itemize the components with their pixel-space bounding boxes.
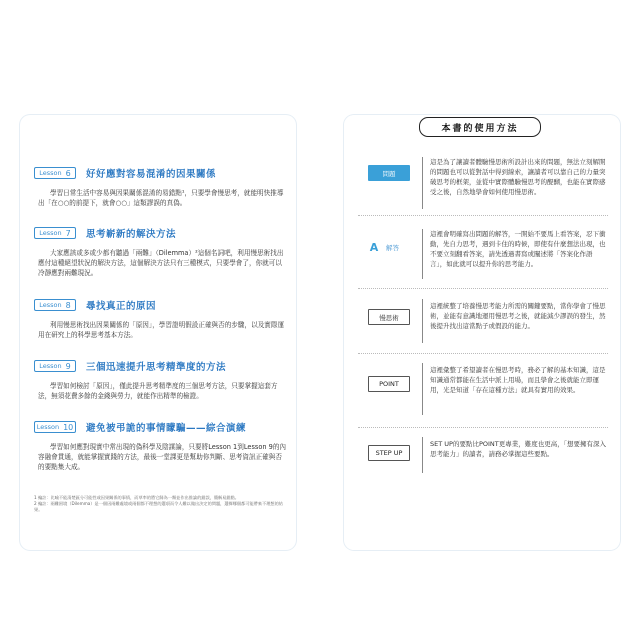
- lesson-title: 好好應對容易混淆的因果關係: [86, 169, 217, 180]
- divider-line: [422, 157, 423, 209]
- divider-line: [422, 229, 423, 279]
- lesson-tag: Lesson 10: [34, 421, 76, 433]
- label-point: POINT: [368, 376, 410, 392]
- row-text: 這是為了讓讀者體驗慢思術所設計出來的問題，無法立刻解開的問題也可以從對話中得到線索，讓讀者可以靠自己的力量突破思考的框架，並從中實際體驗慢思考的醍醐，也能在實際感受之後，自然地學會如何使用慢思術。: [430, 158, 606, 196]
- label-slow-thinking: 慢思術: [368, 309, 410, 325]
- lesson-tag: Lesson 6: [34, 167, 76, 179]
- usage-row-answer: [358, 225, 608, 285]
- lesson-tag: Lesson 8: [34, 299, 76, 311]
- right-page: [344, 115, 620, 550]
- left-page: [20, 115, 296, 550]
- label-answer: A 解答: [369, 240, 399, 254]
- page-title: 本書的使用方法: [419, 117, 541, 137]
- lesson-10: [34, 419, 286, 472]
- lesson-8: [34, 297, 286, 340]
- usage-row-point: [358, 361, 608, 421]
- footnote: 2 編註：兩難困境（Dilemma）是一個因兩難處境或兩個都不理想的選項而令人難以做出決定的問題，選擇哪個都可能帶來不理想的結果。: [34, 501, 283, 512]
- footnote: 1 編註：比喻不能清楚區分可能性或因果關係的事情，而草率的將它歸為一類並作出推論的錯誤，簡稱易錯點。: [34, 495, 239, 500]
- lesson-title: 尋找真正的原因: [86, 301, 157, 312]
- divider-line: [422, 299, 423, 343]
- divider-line: [422, 437, 423, 473]
- lesson-title: 三個迅速提升思考精準度的方法: [86, 362, 227, 373]
- label-step-up: STEP UP: [368, 445, 410, 461]
- usage-row-step-up: [358, 435, 608, 475]
- row-separator: [358, 288, 608, 289]
- row-separator: [358, 427, 608, 428]
- lesson-7: [34, 225, 286, 278]
- lesson-body: 大家應該或多或少都有聽過「兩難」（Dilemma）²這個名詞吧，利用慢思術找出應付這種絕望狀況的解決方法，這個解決方法只有三種模式，只要學會了，你就可以冷靜應對兩難現況。: [38, 249, 284, 277]
- row-text: 這裡彙整了希望讀者在慢思考時，務必了解的基本知識，這是知識通常都能在生活中派上用場，而且學會之後就能立即運用，光是知道「存在這種方法」就具有實用的效果。: [430, 366, 606, 394]
- lesson-6: [34, 165, 286, 208]
- row-text: SET UP的要點比POINT更專業，難度也更高，「想要擁有深入思考能力」的讀者，請務必掌握這些要點。: [430, 440, 606, 458]
- lesson-body: 學習如何檢討「原因」，僅此提升思考精準度的三個思考方法，只要掌握這套方法，無須花費多餘的金錢與勞力，就能作出精準的檢證。: [38, 382, 278, 400]
- lesson-body: 利用慢思術找出因果關係的「原因」，學習證明假設正確與否的步驟，以及實際運用在研究上的科學思考基本方法。: [38, 321, 285, 339]
- label-question: 問題: [368, 165, 410, 181]
- lesson-title: 思考嶄新的解決方法: [86, 229, 177, 240]
- usage-row-slow-thinking: [358, 297, 608, 349]
- row-separator: [358, 353, 608, 354]
- footnotes: [34, 495, 286, 513]
- row-text: 這裡統整了培養慢思考能力所需的關鍵要點，當你學會了慢思術，並能有意識地運用慢思考之後，就能減少謬誤的發生，然後提升找出這當點子或假設的能力。: [430, 302, 606, 330]
- lesson-body: 學習日常生活中容易與因果關係混淆的易錯點¹，只要學會慢思考，就能明快推導出「在○○的前提下，就會○○」這類謬誤的真偽。: [38, 189, 284, 207]
- lesson-tag: Lesson 9: [34, 360, 76, 372]
- divider-line: [422, 363, 423, 415]
- lesson-title: 避免被弔詭的事情矇騙——綜合演練: [86, 423, 247, 434]
- row-separator: [358, 215, 608, 216]
- usage-row-question: [358, 155, 608, 213]
- row-text: 這裡會明確寫出問題的解答，一開始不要馬上看答案，忍下衝動，先自力思考，遇到卡住的時候，即使有什麼想法出現，也不要立刻翻看答案，請先透過書寫或闡述將「答案化作語言」，如此就可以提升你的思考能力。: [430, 230, 606, 268]
- lesson-tag: Lesson 7: [34, 227, 76, 239]
- answer-a-icon: A: [369, 240, 379, 254]
- lesson-body: 學習如何應對現實中常出現的偽科學及陰謀論，只要將Lesson 1到Lesson 9的內容融會貫通，就能掌握實踐的方法，最後一堂課更是幫助你判斷、思考資訊正確與否的要點集大成。: [38, 443, 287, 471]
- lesson-9: [34, 358, 286, 401]
